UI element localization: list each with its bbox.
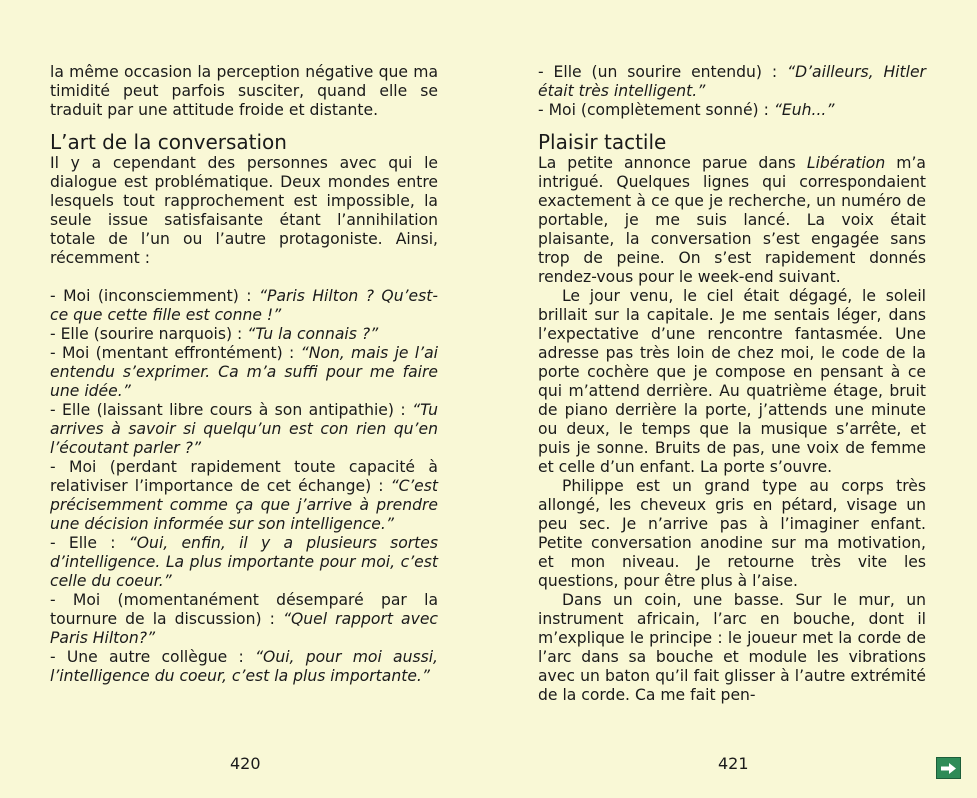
dialogue-line: - Une autre collègue : “Oui, pour moi aussi, l’intelligence du coeur, c’est la plus importante.”: [50, 648, 438, 685]
dialogue-line: - Moi (perdant rapidement toute capacité à relativiser l’importance de cet échange) : “C’est précisemment comme ça que j’arrive à prendre une décision informée sur son intelligence.”: [50, 458, 438, 533]
dialogue-line: - Elle (sourire narquois) : “Tu la connais ?”: [50, 325, 379, 343]
dialogue-line: - Moi (complètement sonné) : “Euh...”: [538, 101, 835, 119]
dialogue-line: - Moi (momentanément désemparé par la tournure de la discussion) : “Quel rapport avec Paris Hilton?”: [50, 591, 438, 647]
dialogue-line: - Elle (un sourire entendu) : “D’ailleurs, Hitler était très intelligent.”: [538, 63, 926, 100]
right-page: [538, 63, 926, 705]
page-number-right: 421: [718, 754, 749, 773]
body-paragraph: Philippe est un grand type au corps très allongé, les cheveux gris en pétard, visage un peu sec. Je n’arrive pas à l’imaginer enfant. Petite conversation anodine sur ma motivation, et mon niveau. Je retourne très vite les questions, pour être plus à l’aise.: [538, 477, 926, 590]
dialogue-line: - Moi (inconsciemment) : “Paris Hilton ? Qu’est-ce que cette fille est conne !”: [50, 287, 438, 324]
section-title-conversation: L’art de la conversation: [50, 130, 287, 154]
dialogue-block: [50, 287, 438, 686]
body-paragraph: Dans un coin, une basse. Sur le mur, un instrument africain, l’arc en bouche, dont il m’explique le principe : le joueur met la corde de l’arc dans sa bouche et module les vibrations avec un baton qu’il fait glisser à l’autre extrémité de la corde. Ca me fait pen-: [538, 591, 926, 704]
dialogue-line: - Elle : “Oui, enfin, il y a plusieurs sortes d’intelligence. La plus importante pour moi, c’est celle du coeur.”: [50, 534, 438, 590]
body-paragraph: Le jour venu, le ciel était dégagé, le soleil brillait sur la capitale. Je me sentais léger, dans l’expectative d’une rencontre fantasmée. Une adresse pas très loin de chez moi, le code de la porte cochère que je compose en pensant à ce qui m’attend derrière. Au quatrième étage, bruit de piano derrière la porte, j’attends une minute ou deux, le temps que la musique s’arrête, et puis je sonne. Bruits de pas, une voix de femme et celle d’un enfant. La porte s’ouvre.: [538, 287, 926, 476]
left-page: [50, 63, 438, 686]
page-number-left: 420: [230, 754, 261, 773]
right-arrow-icon: [940, 762, 957, 775]
body-paragraph: Il y a cependant des personnes avec qui le dialogue est problématique. Deux mondes entre lesquels tout rapprochement est impossible, la seule issue satisfaisante étant l’annihilation totale de l’un ou l’autre protagoniste. Ainsi, récemment :: [50, 154, 438, 267]
body-paragraph: La petite annonce parue dans Libération m’a intrigué. Quelques lignes qui correspondaient exactement à ce que je recherche, un numéro de portable, je me suis lancé. La voix était plaisante, la conversation s’est engagée sans trop de peine. On s’est rapidement donnés rendez-vous pour le week-end suivant.: [538, 154, 926, 286]
dialogue-line: - Moi (mentant effrontément) : “Non, mais je l’ai entendu s’exprimer. Ca m’a suffi pour me faire une idée.”: [50, 344, 438, 400]
next-page-button[interactable]: [936, 757, 961, 779]
dialogue-line: - Elle (laissant libre cours à son antipathie) : “Tu arrives à savoir si quelqu’un est con rien qu’en l’écoutant parler ?”: [50, 401, 438, 457]
intro-paragraph: la même occasion la perception négative que ma timidité peut parfois susciter, quand elle se traduit par une attitude froide et distante.: [50, 63, 438, 119]
section-title-tactile: Plaisir tactile: [538, 130, 667, 154]
